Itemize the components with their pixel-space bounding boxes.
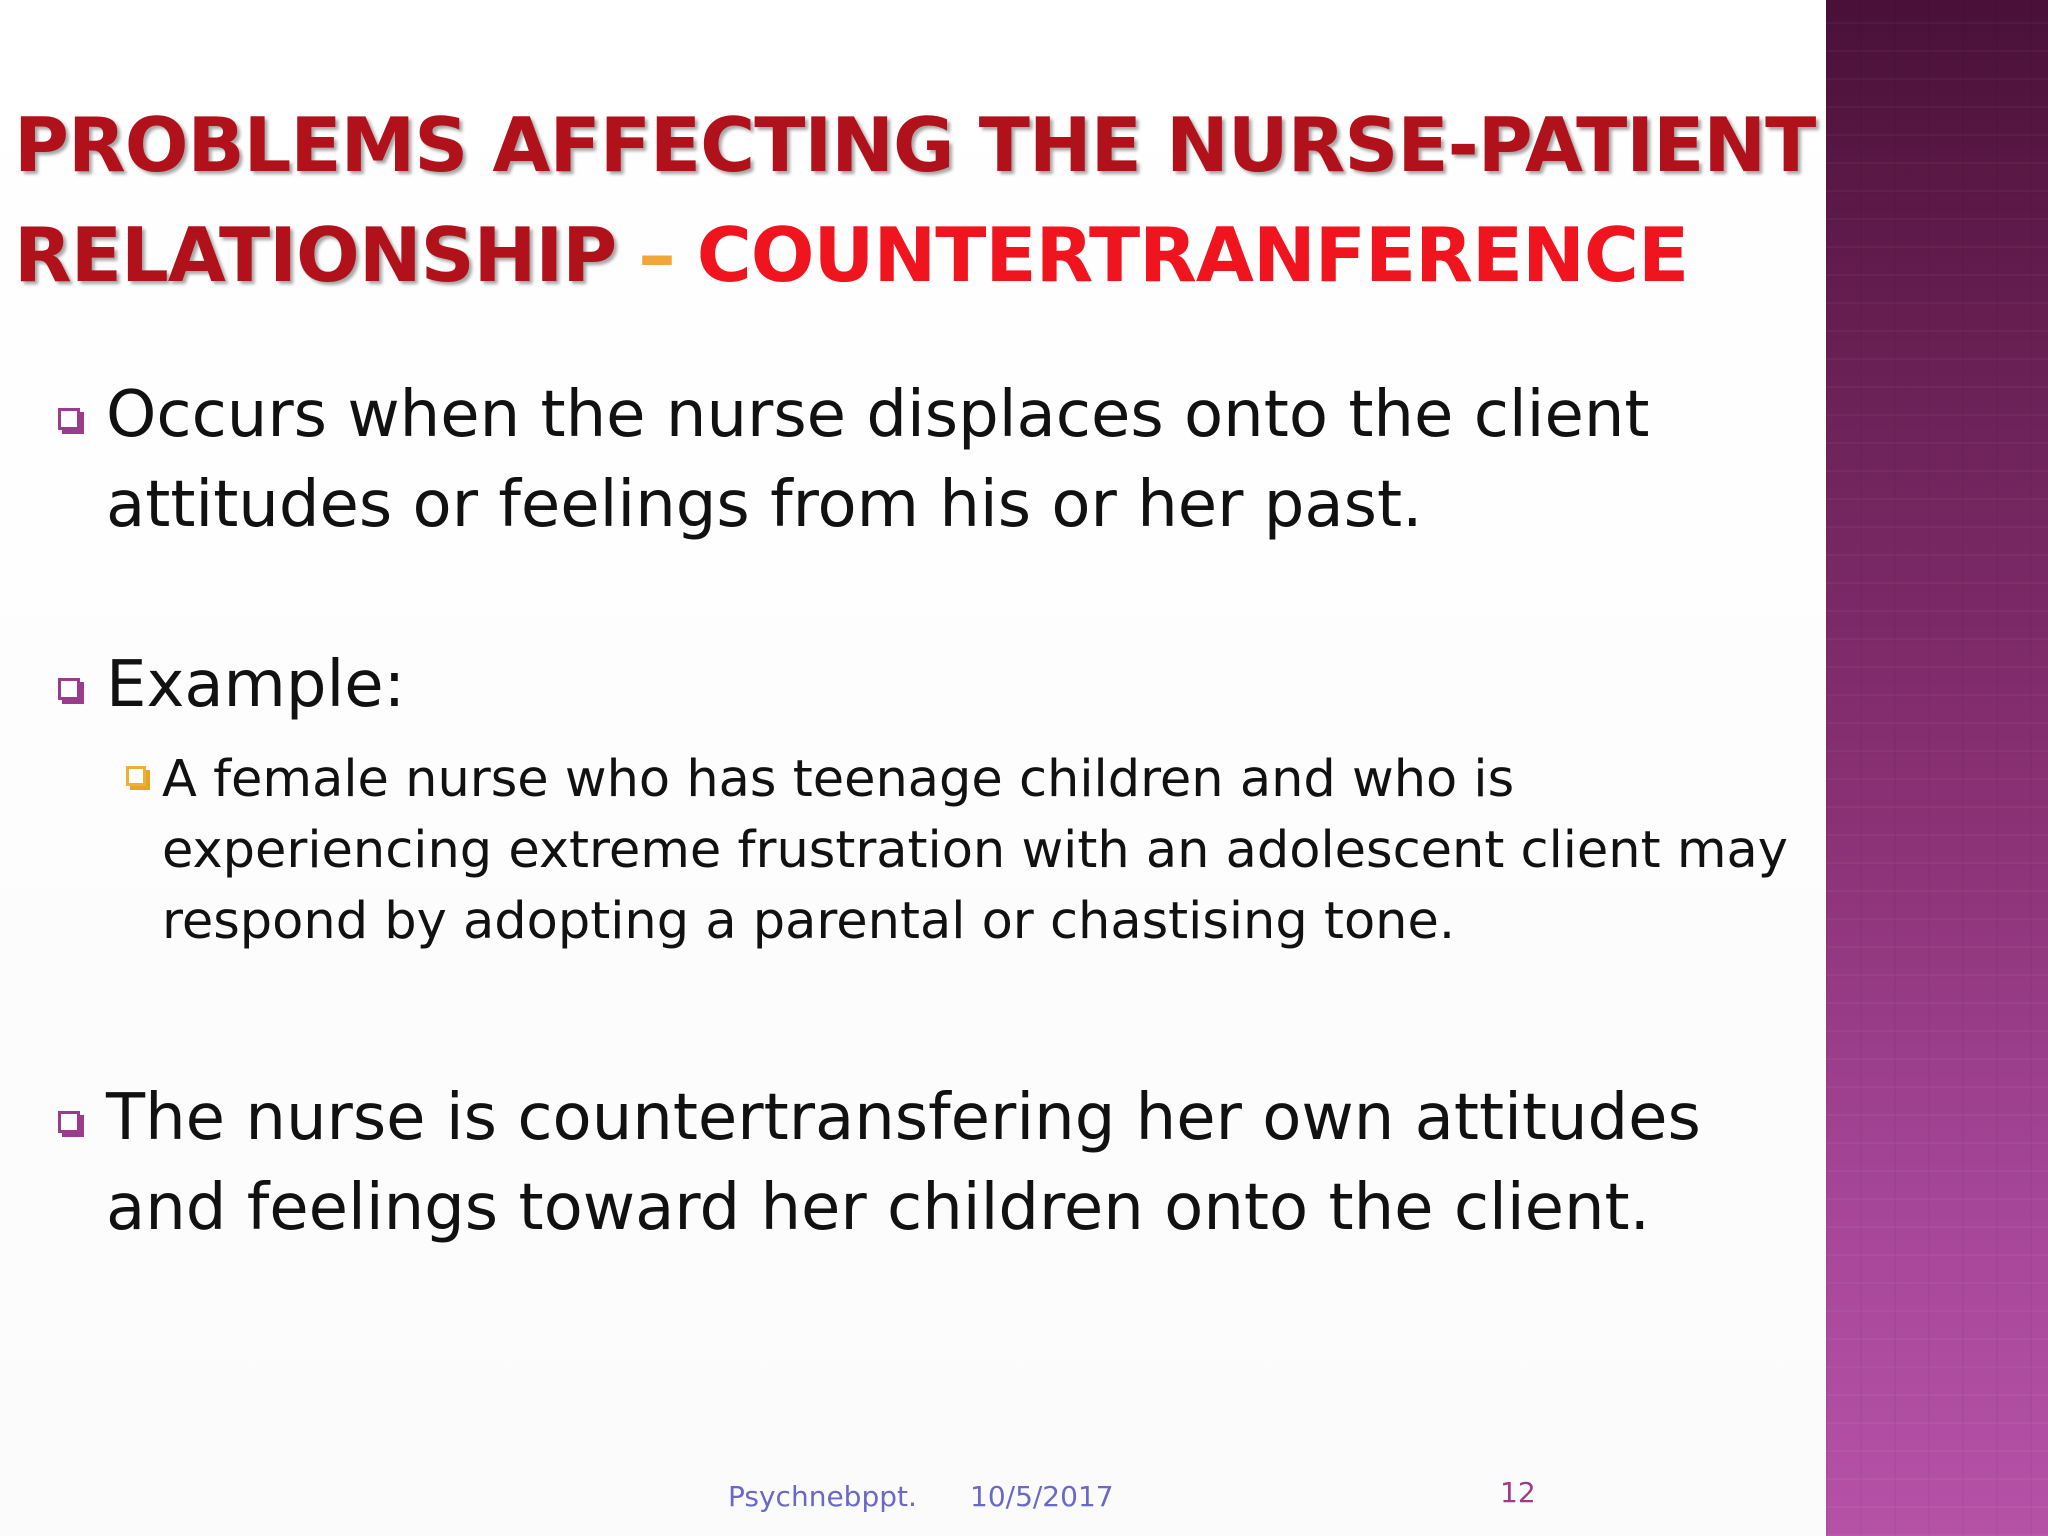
bullet-text: The nurse is countertransfering her own attitudes and feelings toward her children onto the client.: [106, 1081, 1701, 1245]
title-subtitle: COUNTERTRANFERENCE: [696, 211, 1689, 299]
bullet-list: [58, 370, 1798, 1253]
decorative-side-band: [1826, 0, 2048, 1536]
sub-bullet-item: [126, 744, 1798, 957]
footer-page-number: 12: [1500, 1476, 1536, 1509]
title-line-2: RELATIONSHIP: [14, 211, 617, 299]
bullet-item: [58, 640, 1798, 730]
title-dash: –: [638, 211, 675, 299]
bullet-text: Occurs when the nurse displaces onto the client attitudes or feelings from his or her past.: [106, 378, 1650, 542]
sub-bullet-text: A female nurse who has teenage children and who is experiencing extreme frustration with an adolescent client may respond by adopting a parental or chastising tone.: [162, 750, 1788, 951]
slide-title: [14, 90, 1824, 310]
square-bullet-icon: [58, 1111, 80, 1133]
bullet-text: Example:: [106, 648, 406, 722]
square-sub-bullet-icon: [126, 766, 146, 786]
bullet-item: [58, 370, 1798, 550]
title-line-1: PROBLEMS AFFECTING THE NURSE-PATIENT: [14, 101, 1816, 189]
footer-source: Psychnebppt.: [728, 1480, 917, 1513]
bullet-item: [58, 1073, 1798, 1253]
square-bullet-icon: [58, 408, 80, 430]
footer-date: 10/5/2017: [970, 1480, 1114, 1513]
square-bullet-icon: [58, 678, 80, 700]
